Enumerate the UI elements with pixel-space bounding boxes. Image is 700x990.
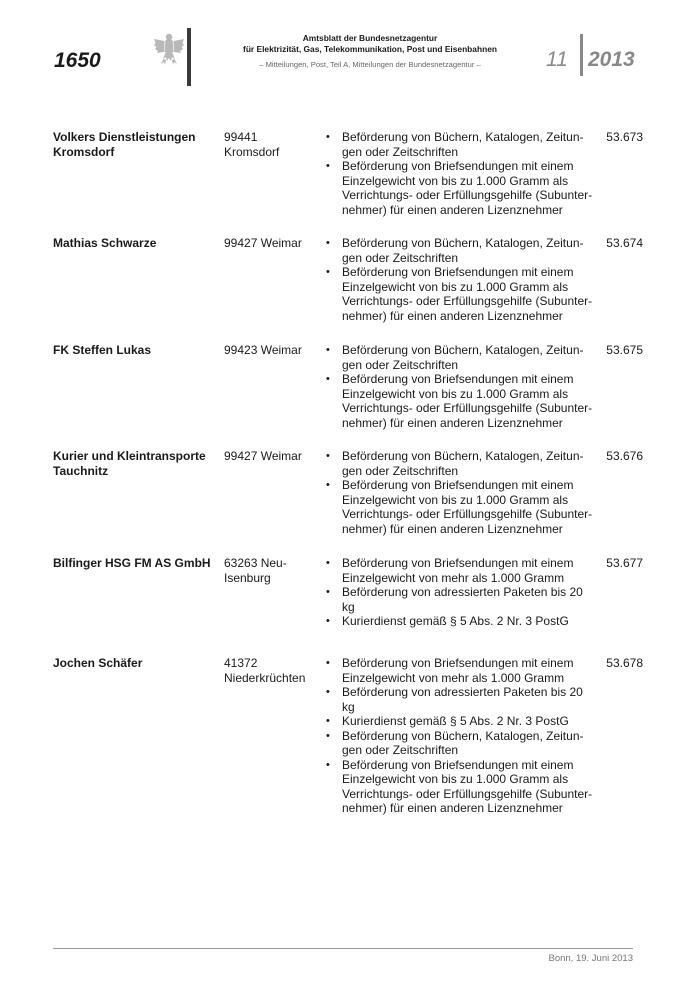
bullet-icon: •: [326, 715, 330, 727]
publisher-title: Amtsblatt der Bundesnetzagentur: [302, 33, 438, 43]
licensee-name: Bilfinger HSG FM AS GmbH: [53, 556, 211, 570]
license-number: 53.676: [606, 449, 643, 463]
bullet-icon: •: [326, 373, 330, 385]
license-entry: [53, 449, 643, 556]
service-item: • Beförderung von Briefsendungen mit einem Einzelgewicht von bis zu 1.000 Gramm als Verrichtungs- oder Erfüllungsgehilfe (Subunternehmer) für einen anderen Lizenznehmer: [326, 478, 593, 536]
bullet-icon: •: [326, 758, 330, 771]
issue-year: 2013: [588, 48, 635, 71]
service-item: • Beförderung von adressierten Paketen bis 20 kg: [326, 585, 583, 614]
service-list: [326, 449, 596, 536]
federal-eagle-icon: [153, 32, 185, 66]
service-item: • Beförderung von Büchern, Katalogen, Zeitungen oder Zeitschriften: [326, 343, 584, 372]
service-list: [326, 343, 596, 430]
service-list: [326, 556, 596, 629]
service-list: [326, 656, 596, 816]
licensee-name: Mathias Schwarze: [53, 236, 157, 250]
footer-rule: [53, 948, 633, 949]
licensee-name: Kurier und Kleintransporte Tauchnitz: [53, 449, 206, 478]
license-entry: [53, 130, 643, 236]
license-entry: [53, 556, 643, 656]
bullet-icon: •: [326, 557, 330, 569]
service-item: • Beförderung von adressierten Paketen bis 20 kg: [326, 685, 583, 714]
service-item: • Kurierdienst gemäß § 5 Abs. 2 Nr. 3 PostG: [326, 614, 569, 628]
bullet-icon: •: [326, 344, 330, 356]
bullet-icon: •: [326, 615, 330, 627]
license-number: 53.678: [606, 656, 643, 670]
bullet-icon: •: [326, 657, 330, 669]
licensee-location: 63263 Neu-Isenburg: [224, 556, 287, 585]
bullet-icon: •: [326, 729, 330, 742]
license-entry: [53, 343, 643, 449]
licensee-location: 99441 Kromsdorf: [224, 130, 280, 159]
service-item: • Beförderung von Briefsendungen mit einem Einzelgewicht von mehr als 1.000 Gramm: [326, 656, 574, 685]
header-divider-bar: [187, 28, 191, 86]
bullet-icon: •: [326, 266, 330, 278]
service-item: • Beförderung von Briefsendungen mit einem Einzelgewicht von mehr als 1.000 Gramm: [326, 556, 574, 585]
licensee-location: 99423 Weimar: [224, 343, 302, 357]
service-item: • Kurierdienst gemäß § 5 Abs. 2 Nr. 3 PostG: [326, 714, 569, 728]
service-list: [326, 236, 596, 323]
bullet-icon: •: [326, 131, 330, 143]
service-list: [326, 130, 596, 217]
license-number: 53.675: [606, 343, 643, 357]
bullet-icon: •: [326, 160, 330, 172]
bullet-icon: •: [326, 479, 330, 491]
publisher-subtitle: für Elektrizität, Gas, Telekommunikation, Post und Eisenbahnen: [243, 44, 497, 54]
bullet-icon: •: [326, 450, 330, 462]
licensee-name: FK Steffen Lukas: [53, 343, 152, 357]
bullet-icon: •: [326, 586, 330, 598]
service-item: • Beförderung von Briefsendungen mit einem Einzelgewicht von bis zu 1.000 Gramm als Verrichtungs- oder Erfüllungsgehilfe (Subunternehmer) für einen anderen Lizenznehmer: [326, 757, 593, 815]
section-subtitle: – Mitteilungen, Post, Teil A, Mitteilungen der Bundesnetzagentur –: [259, 60, 481, 69]
license-number: 53.673: [606, 130, 643, 144]
licensee-location: 99427 Weimar: [224, 236, 302, 250]
license-entry: [53, 236, 643, 343]
service-item: • Beförderung von Briefsendungen mit einem Einzelgewicht von bis zu 1.000 Gramm als Verrichtungs- oder Erfüllungsgehilfe (Subunternehmer) für einen anderen Lizenznehmer: [326, 159, 593, 217]
licensee-location: 99427 Weimar: [224, 449, 302, 463]
issue-number: 11: [546, 48, 568, 71]
license-list: [53, 130, 643, 821]
service-item: • Beförderung von Büchern, Katalogen, Zeitungen oder Zeitschriften: [326, 449, 584, 478]
issue-divider: [580, 34, 583, 76]
licensee-name: Jochen Schäfer: [53, 656, 143, 670]
bullet-icon: •: [326, 686, 330, 698]
service-item: • Beförderung von Briefsendungen mit einem Einzelgewicht von bis zu 1.000 Gramm als Verrichtungs- oder Erfüllungsgehilfe (Subunternehmer) für einen anderen Lizenznehmer: [326, 372, 593, 430]
footer-date: Bonn, 19. Juni 2013: [548, 953, 633, 964]
service-item: • Beförderung von Büchern, Katalogen, Zeitungen oder Zeitschriften: [326, 130, 584, 159]
service-item: • Beförderung von Büchern, Katalogen, Zeitungen oder Zeitschriften: [326, 728, 584, 757]
page-number: 1650: [54, 49, 101, 72]
service-item: • Beförderung von Büchern, Katalogen, Zeitungen oder Zeitschriften: [326, 236, 584, 265]
service-item: • Beförderung von Briefsendungen mit einem Einzelgewicht von bis zu 1.000 Gramm als Verrichtungs- oder Erfüllungsgehilfe (Subunternehmer) für einen anderen Lizenznehmer: [326, 265, 593, 323]
license-entry: [53, 656, 643, 821]
bullet-icon: •: [326, 237, 330, 249]
license-number: 53.677: [606, 556, 643, 570]
license-number: 53.674: [606, 236, 643, 250]
licensee-name: Volkers Dienstleistungen Kromsdorf: [53, 130, 196, 159]
licensee-location: 41372 Niederkrüchten: [224, 656, 306, 685]
